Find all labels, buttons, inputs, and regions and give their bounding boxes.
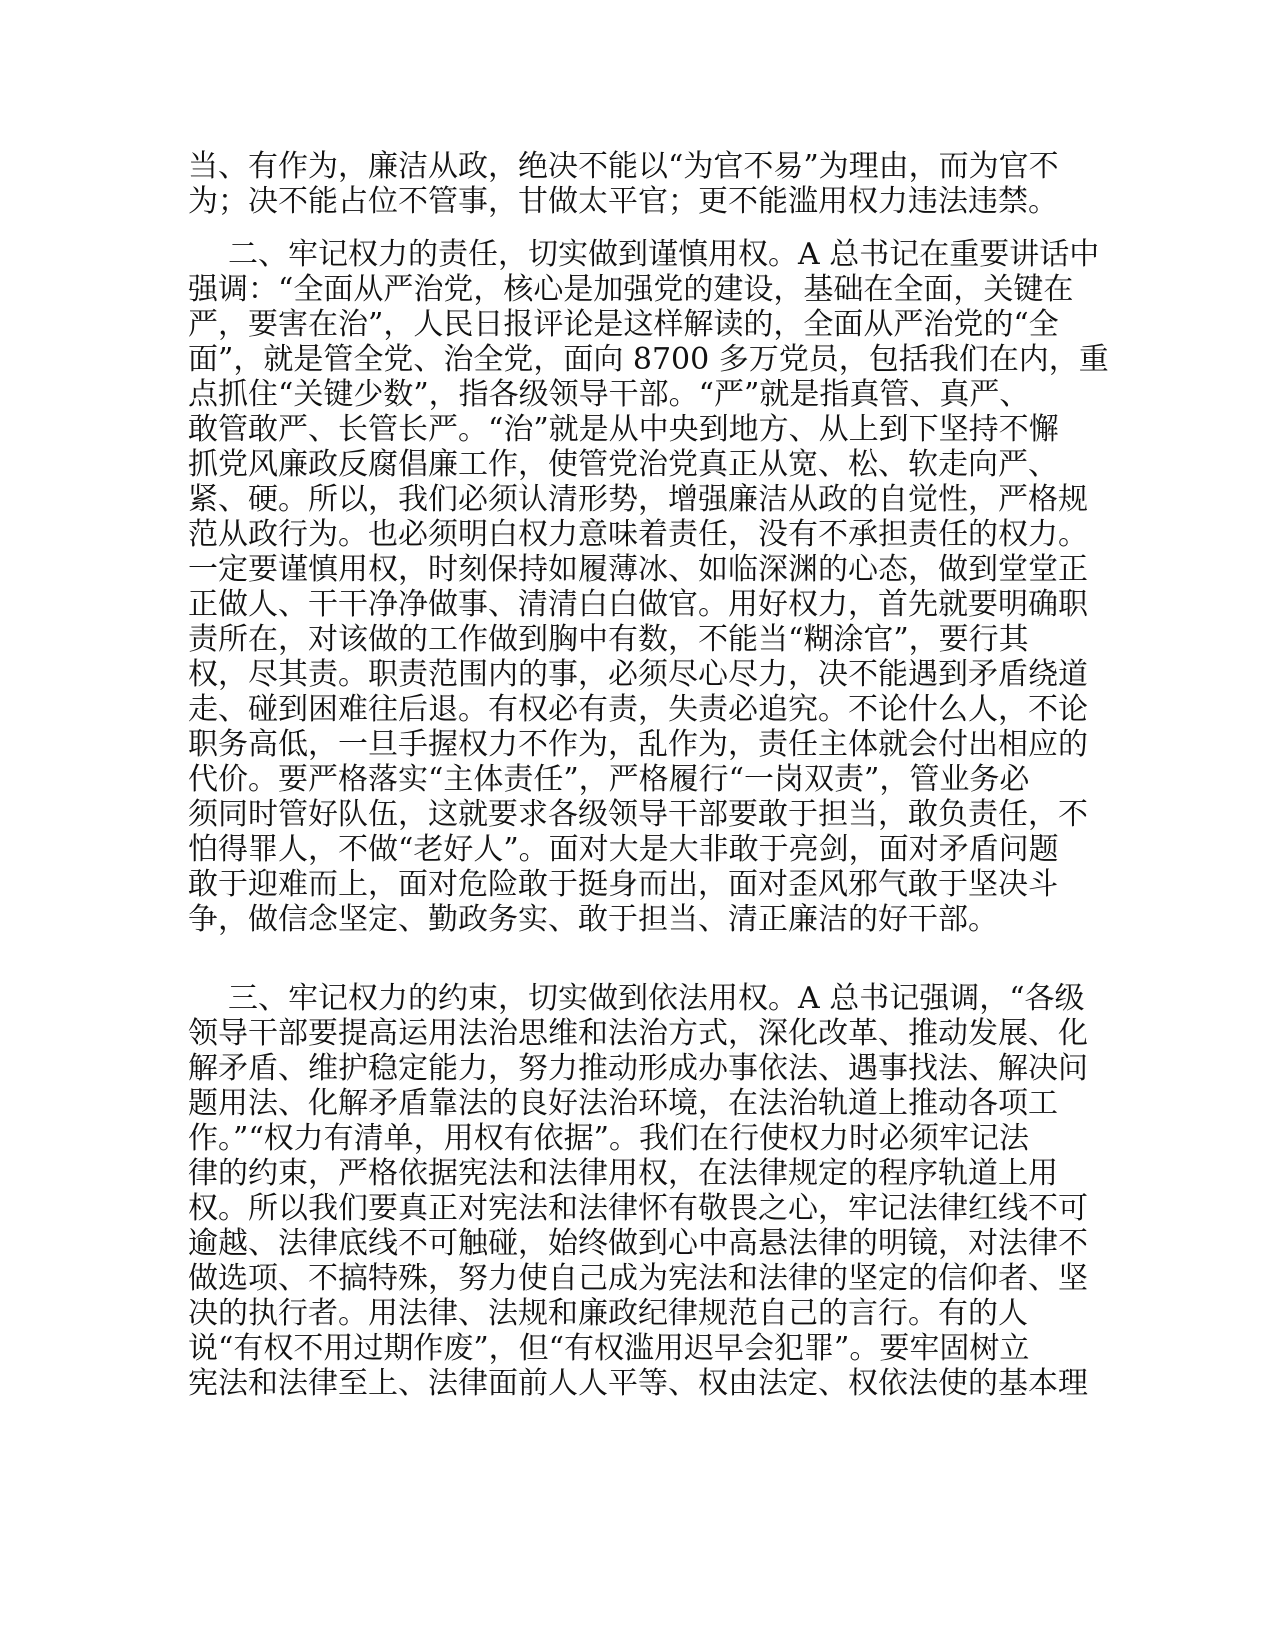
text-line: 宪法和法律至上、法律面前人人平等、权由法定、权依法使的基本理 — [188, 1366, 1088, 1401]
text-line: 敢于迎难而上，面对危险敢于挺身而出，面对歪风邪气敢于坚决斗 — [188, 867, 1058, 902]
text-line: 抓党风廉政反腐倡廉工作，使管党治党真正从宽、松、软走向严、 — [188, 447, 1058, 482]
text-line: 责所在，对该做的工作做到胸中有数，不能当“糊涂官”，要行其 — [188, 622, 1029, 657]
text-line: 范从政行为。也必须明白权力意味着责任，没有不承担责任的权力。 — [188, 517, 1088, 552]
text-line: 权。所以我们要真正对宪法和法律怀有敬畏之心，牢记法律红线不可 — [188, 1191, 1088, 1226]
text-line: 敢管敢严、长管长严。“治”就是从中央到地方、从上到下坚持不懈 — [188, 412, 1059, 447]
text-line: 须同时管好队伍，这就要求各级领导干部要敢于担当，敢负责任，不 — [188, 797, 1088, 832]
text-line: 怕得罪人，不做“老好人”。面对大是大非敢于亮剑，面对矛盾问题 — [188, 832, 1059, 867]
text-line: 作。”“权力有清单，用权有依据”。我们在行使权力时必须牢记法 — [188, 1121, 1030, 1156]
text-line: 一定要谨慎用权，时刻保持如履薄冰、如临深渊的心态，做到堂堂正 — [188, 552, 1088, 587]
text-line: 职务高低，一旦手握权力不作为，乱作为，责任主体就会付出相应的 — [188, 727, 1088, 762]
text-line: 紧、硬。所以，我们必须认清形势，增强廉洁从政的自觉性，严格规 — [188, 482, 1088, 517]
text-line: 为；决不能占位不管事，甘做太平官；更不能滥用权力违法违禁。 — [188, 184, 1058, 219]
text-line: 强调：“全面从严治党，核心是加强党的建设，基础在全面，关键在 — [188, 272, 1074, 307]
text-line: 走、碰到困难往后退。有权必有责，失责必追究。不论什么人，不论 — [188, 692, 1088, 727]
text-line: 决的执行者。用法律、法规和廉政纪律规范自己的言行。有的人 — [188, 1296, 1028, 1331]
text-line: 代价。要严格落实“主体责任”，严格履行“一岗双责”，管业务必 — [188, 762, 1030, 797]
text-line: 权，尽其责。职责范围内的事，必须尽心尽力，决不能遇到矛盾绕道 — [188, 657, 1088, 692]
text-line: 二、牢记权力的责任，切实做到谨慎用权。A 总书记在重要讲话中 — [228, 237, 1100, 272]
text-line: 做选项、不搞特殊，努力使自己成为宪法和法律的坚定的信仰者、坚 — [188, 1261, 1088, 1296]
text-line: 面”，就是管全党、治全党，面向 8700 多万党员，包括我们在内，重 — [188, 342, 1109, 377]
text-line: 三、牢记权力的约束，切实做到依法用权。A 总书记强调，“各级 — [228, 981, 1085, 1016]
text-line: 律的约束，严格依据宪法和法律用权，在法律规定的程序轨道上用 — [188, 1156, 1058, 1191]
text-line: 逾越、法律底线不可触碰，始终做到心中高悬法律的明镜，对法律不 — [188, 1226, 1088, 1261]
text-line: 争，做信念坚定、勤政务实、敢于担当、清正廉洁的好干部。 — [188, 902, 998, 937]
text-line: 领导干部要提高运用法治思维和法治方式，深化改革、推动发展、化 — [188, 1016, 1088, 1051]
text-line: 题用法、化解矛盾靠法的良好法治环境，在法治轨道上推动各项工 — [188, 1086, 1058, 1121]
text-line: 正做人、干干净净做事、清清白白做官。用好权力，首先就要明确职 — [188, 587, 1088, 622]
text-line: 当、有作为，廉洁从政，绝决不能以“为官不易”为理由，而为官不 — [188, 149, 1059, 184]
text-line: 解矛盾、维护稳定能力，努力推动形成办事依法、遇事找法、解决问 — [188, 1051, 1088, 1086]
text-line: 说“有权不用过期作废”，但“有权滥用迟早会犯罪”。要牢固树立 — [188, 1331, 1030, 1366]
text-line: 严，要害在治”，人民日报评论是这样解读的，全面从严治党的“全 — [188, 307, 1059, 342]
text-line: 点抓住“关键少数”，指各级领导干部。“严”就是指真管、真严、 — [188, 377, 1030, 412]
